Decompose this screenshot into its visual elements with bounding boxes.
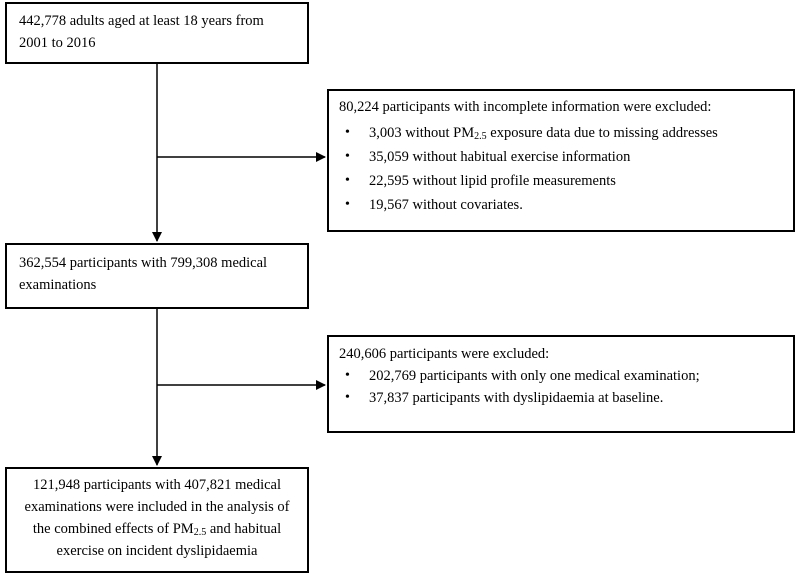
bullet-icon: • [345,173,350,188]
exclusion2-list [339,365,785,409]
exclusion1-item: • 35,059 without habitual exercise information [339,146,785,168]
middle-line-1: 362,554 participants with 799,308 medical [19,255,268,271]
bullet-icon: • [345,149,350,164]
exclusion1-heading: 80,224 participants with incomplete information were excluded: [339,99,712,115]
final-line-4: exercise on incident dyslipidaemia [56,543,258,559]
start-line-1: 442,778 adults aged at least 18 years from [19,13,264,29]
bullet-icon: • [345,368,350,383]
middle-line-2: examinations [19,277,97,293]
bullet-icon: • [345,125,350,140]
start-population-box [5,2,309,64]
bullet-icon: • [345,390,350,405]
exclusion1-item: • 22,595 without lipid profile measurements [339,170,785,192]
exclusion1-item: • 19,567 without covariates. [339,194,785,216]
exclusion1-list [339,122,785,216]
final-line-2: examinations were included in the analysis of [24,499,290,515]
exclusion2-heading: 240,606 participants were excluded: [339,346,550,362]
exclusion-box-incomplete-info [327,89,795,232]
exclusion2-item: • 37,837 participants with dyslipidaemia at baseline. [339,387,785,409]
final-line-3: the combined effects of $PM_{2.5}$ and habitual [32,521,282,538]
start-line-2: 2001 to 2016 [19,35,96,51]
final-population-box [5,467,309,573]
bullet-icon: • [345,197,350,212]
middle-population-box [5,243,309,309]
exclusion2-item: • 202,769 participants with only one medical examination; [339,365,785,387]
exclusion1-item: • 3,003 without $PM_{2.5}$ exposure data due to missing addresses [339,122,785,144]
exclusion-box-examinations [327,335,795,433]
final-line-1: 121,948 participants with 407,821 medical [32,477,282,493]
